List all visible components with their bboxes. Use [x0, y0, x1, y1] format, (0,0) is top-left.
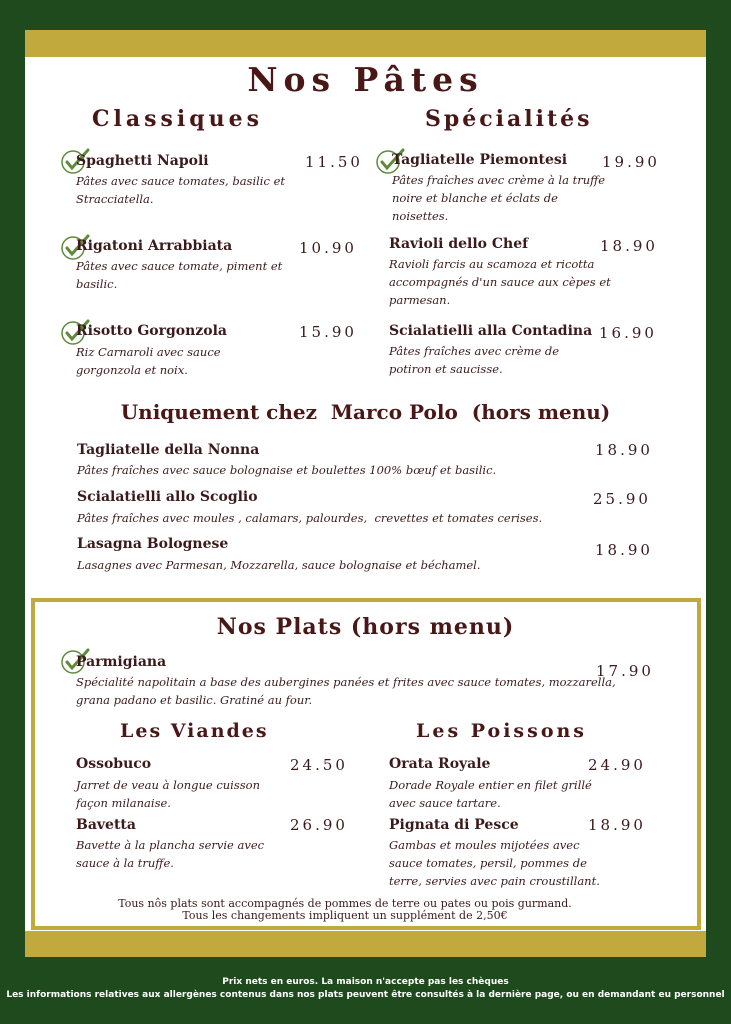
dish-name: Lasagna Bolognese — [77, 536, 229, 552]
gold-band-top — [25, 30, 706, 57]
dish-name: Ravioli dello Chef — [389, 236, 529, 252]
poissons-heading: Les Poissons — [416, 720, 588, 742]
footer-line-2: Les informations relatives aux allergènes contenus dans nos plats peuvent être consultés à la dernière page, ou en demandant eu personnel — [6, 990, 725, 1000]
dish-price: 17.90 — [596, 662, 654, 680]
dish-price: 26.90 — [290, 816, 348, 834]
dish-desc: Ravioli farcis au scamoza et ricotta accompagnés d'un sauce aux cèpes et parmesan. — [389, 257, 611, 307]
dish-desc: Pâtes avec sauce tomate, piment et basilic. — [76, 259, 283, 291]
dish-desc: Riz Carnaroli avec sauce gorgonzola et noix. — [76, 345, 221, 377]
specialites-heading: Spécialités — [425, 106, 593, 132]
page-title: Nos Pâtes — [247, 60, 484, 99]
dish-desc: Pâtes fraîches avec crème à la truffe noire et blanche et éclats de noisettes. — [392, 173, 606, 223]
dish-name: Pignata di Pesce — [389, 817, 519, 833]
dish-desc: Spécialité napolitain a base des aubergines panées et frites avec sauce tomates, mozzarella, grana padano et basilic. Gratiné au four. — [76, 675, 616, 707]
marco-polo-heading: Uniquement chez Marco Polo (hors menu) — [120, 400, 611, 424]
dish-desc: Gambas et moules mijotées avec sauce tomates, persil, pommes de terre, servies avec pain croustillant. — [389, 838, 600, 888]
classiques-heading: Classiques — [92, 106, 264, 132]
dish-name: Parmigiana — [76, 654, 167, 670]
dish-price: 18.90 — [595, 441, 653, 459]
viandes-heading: Les Viandes — [120, 720, 269, 742]
dish-price: 15.90 — [299, 323, 357, 341]
dish-price: 16.90 — [599, 324, 657, 342]
dish-desc: Pâtes avec sauce tomates, basilic et Stracciatella. — [76, 174, 286, 206]
footer-line-1: Prix nets en euros. La maison n'accepte pas les chèques — [222, 977, 509, 987]
plats-heading: Nos Plats (hors menu) — [216, 614, 515, 640]
dish-name: Bavetta — [76, 817, 136, 833]
dish-name: Tagliatelle della Nonna — [77, 442, 260, 458]
dish-desc: Dorade Royale entier en filet grillé avec sauce tartare. — [389, 778, 592, 810]
dish-name: Ossobuco — [76, 756, 152, 772]
dish-name: Risotto Gorgonzola — [76, 323, 227, 339]
dish-price: 25.90 — [593, 490, 651, 508]
dish-price: 24.50 — [290, 756, 348, 774]
dish-desc: Pâtes fraîches avec moules , calamars, palourdes, crevettes et tomates cerises. — [77, 511, 543, 525]
dish-desc: Pâtes fraîches avec crème de potiron et saucisse. — [389, 344, 560, 376]
dish-price: 24.90 — [588, 756, 646, 774]
dish-name: Scialatielli alla Contadina — [389, 323, 593, 339]
dish-name: Spaghetti Napoli — [76, 153, 209, 169]
dish-name: Orata Royale — [389, 756, 491, 772]
gold-band-bottom — [25, 931, 706, 957]
dish-price: 11.50 — [305, 153, 363, 171]
dish-price: 19.90 — [602, 153, 660, 171]
dish-price: 10.90 — [299, 239, 357, 257]
dish-price: 18.90 — [588, 816, 646, 834]
dish-desc: Lasagnes avec Parmesan, Mozzarella, sauce bolognaise et béchamel. — [77, 558, 481, 572]
dish-price: 18.90 — [595, 541, 653, 559]
dish-desc: Bavette à la plancha servie avec sauce à la truffe. — [76, 838, 265, 870]
plats-notes: Tous nôs plats sont accompagnés de pommes de terre ou pates ou pois gurmand. Tous les changements impliquent un supplément de 2,50€ — [118, 897, 572, 922]
dish-name: Tagliatelle Piemontesi — [392, 152, 568, 168]
dish-name: Scialatielli allo Scoglio — [77, 489, 258, 505]
dish-desc: Jarret de veau à longue cuisson façon milanaise. — [76, 778, 260, 810]
dish-price: 18.90 — [600, 237, 658, 255]
dish-desc: Pâtes fraîches avec sauce bolognaise et boulettes 100% bœuf et basilic. — [77, 463, 497, 477]
dish-name: Rigatoni Arrabbiata — [76, 238, 233, 254]
